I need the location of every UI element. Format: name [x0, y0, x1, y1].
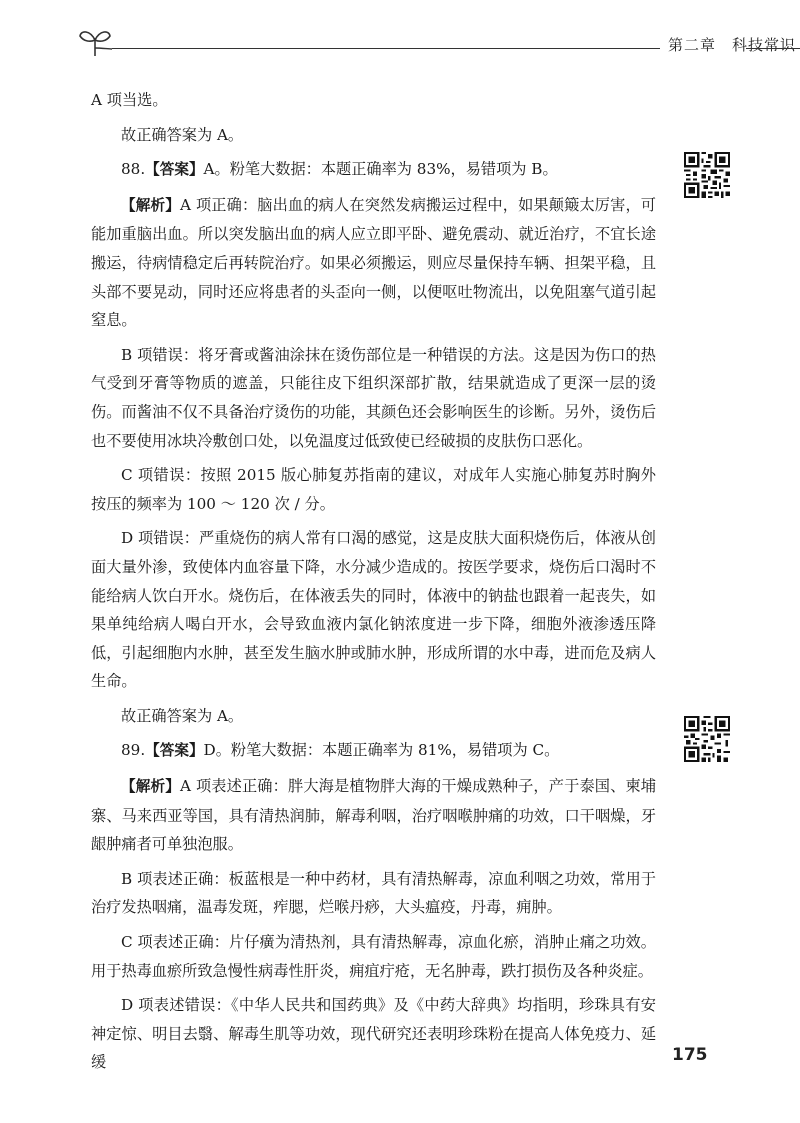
qr-code-icon[interactable]	[684, 152, 730, 198]
page-header	[78, 26, 797, 62]
analysis-tag: 【解析】	[121, 778, 180, 796]
paragraph: C 项表述正确：片仔癀为清热剂，具有清热解毒，凉血化瘀，消肿止痛之功效。用于热毒血瘀所致急慢性病毒性肝炎，痈疽疔疮，无名肿毒，跌打损伤及各种炎症。	[91, 933, 656, 980]
qr-code-icon[interactable]	[684, 716, 730, 762]
header-rule-right	[746, 48, 800, 49]
analysis-88: 【解析】A 项正确：脑出血的病人在突然发病搬运过程中，如果颠簸太厉害，可能加重脑出血。所以突发脑出血的病人应立即平卧、避免震动、就近治疗，不宜长途搬运，待病情稳定后再转院治疗。如果必须搬运，则应尽量保持车辆、担架平稳，且头部不要晃动，同时还应将患者的头歪向一侧，以便呕吐物流出，以免阻塞气道引起窒息。	[91, 195, 656, 330]
paragraph: B 项错误：将牙膏或酱油涂抹在烫伤部位是一种错误的方法。这是因为伤口的热气受到牙膏等物质的遮盖，只能往皮下组织深部扩散，结果就造成了更深一层的烫伤。而酱油不仅不具备治疗烫伤的功能，其颜色还会影响医生的诊断。另外，烫伤后也不要使用冰块冷敷创口处，以免温度过低致使已经破损的皮肤伤口恶化。	[91, 345, 656, 450]
answer-89: 89.【答案】D。粉笔大数据：本题正确率为 81%，易错项为 C。	[121, 741, 560, 760]
answer-88: 88.【答案】A。粉笔大数据：本题正确率为 83%，易错项为 B。	[121, 160, 558, 179]
answer-tag: 【答案】	[145, 742, 204, 760]
paragraph: 故正确答案为 A。	[121, 125, 244, 144]
paragraph: A 项当选。	[91, 91, 168, 109]
paragraph: D 项错误：严重烧伤的病人常有口渴的感觉，这是皮肤大面积烧伤后，体液从创面大量外渗，致使体内血容量下降，水分减少造成的。按医学要求，烧伤后口渴时不能给病人饮白开水。烧伤后，在体液丢失的同时，体液中的钠盐也跟着一起丧失，如果单纯给病人喝白开水，会导致血液内氯化钠浓度进一步下降，细胞外液渗透压降低，引起细胞内水肿，甚至发生脑水肿或肺水肿，形成所谓的水中毒，进而危及病人生命。	[91, 529, 656, 691]
page-content	[91, 86, 656, 1083]
paragraph: C 项错误：按照 2015 版心肺复苏指南的建议，对成年人实施心肺复苏时胸外按压的频率为 100 ～ 120 次 / 分。	[91, 466, 656, 513]
answer-tag: 【答案】	[145, 161, 204, 179]
paragraph: D 项表述错误：《中华人民共和国药典》及《中药大辞典》均指明，珍珠具有安神定惊、明目去翳、解毒生肌等功效，现代研究还表明珍珠粉在提高人体免疫力、延缓	[91, 996, 656, 1072]
paragraph: B 项表述正确：板蓝根是一种中药材，具有清热解毒，凉血利咽之功效，常用于治疗发热咽痛，温毒发斑，痄腮，烂喉丹痧，大头瘟疫，丹毒，痈肿。	[91, 869, 656, 917]
analysis-89: 【解析】A 项表述正确：胖大海是植物胖大海的干燥成熟种子，产于泰国、柬埔寨、马来西亚等国，具有清热润肺，解毒利咽，治疗咽喉肿痛的功效，口干咽燥，牙龈肿痛者可单独泡服。	[91, 777, 656, 854]
chapter-title: 第二章 科技常识	[668, 36, 797, 54]
analysis-tag: 【解析】	[121, 196, 180, 214]
header-rule	[112, 48, 660, 49]
page-number: 175	[672, 1045, 708, 1065]
leaf-icon	[78, 26, 112, 58]
paragraph: 故正确答案为 A。	[121, 706, 244, 725]
